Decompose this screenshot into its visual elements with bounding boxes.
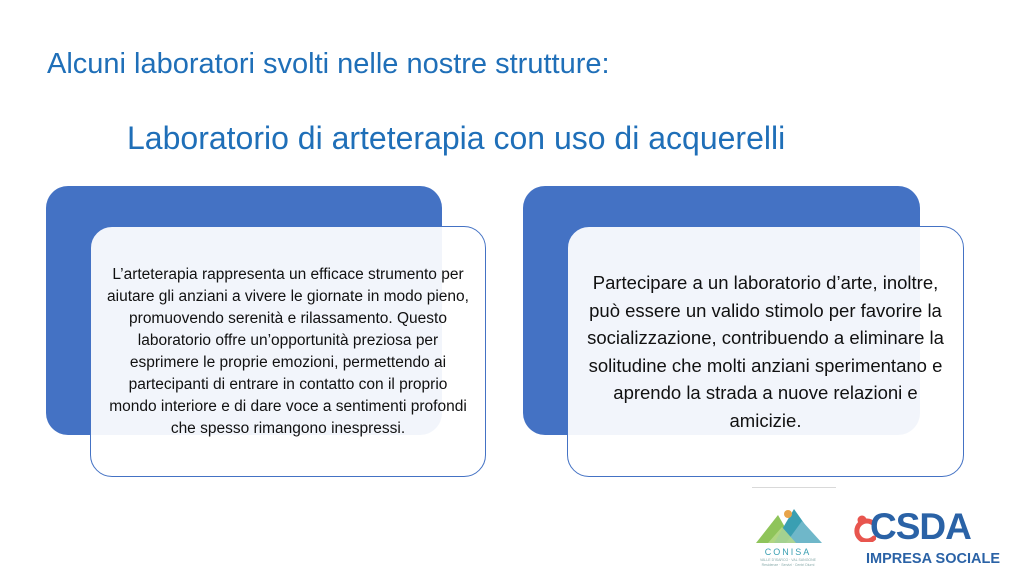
slide-subtitle: Laboratorio di arteterapia con uso di acquerelli [127,120,786,156]
card-1-textbox [90,226,486,477]
csda-tagline: IMPRESA SOCIALE [866,551,1001,567]
conisa-mountains-icon [748,503,828,547]
conisa-name: CONISA [764,547,812,557]
conisa-subline: Residenze · Servizi · Centri Diurni [761,563,815,567]
conisa-sub [748,558,828,568]
card-2-text: Partecipare a un laboratorio d’arte, inoltre, può essere un valido stimolo per favorire la socializzazione, contribuendo a eliminare la solitudine che molti anziani sperimentano e aprendo la strada a nuove relazioni e amicizie. [587,272,944,431]
card-1-text: L’arteterapia rappresenta un efficace strumento per aiutare gli anziani a vivere le giornate in modo pieno, promuovendo serenità e rilassamento. Questo laboratorio offre un’opportunità preziosa per esprimere le proprie emozioni, permettendo ai partecipanti di entrare in contatto con il proprio mondo interiore e di dare voce a sentimenti profondi che spesso rimangono inespressi. [107,265,469,437]
conisa-logo [748,503,828,569]
slide-title: Alcuni laboratori svolti nelle nostre strutture: [47,48,610,80]
conisa-tagline: VALLE D'ISARCO · VAL SANGONE [759,558,817,562]
divider-line [752,487,836,488]
card-2-textbox [567,226,964,477]
csda-wordmark: CSDA [870,506,971,547]
subtitle-container [127,118,827,188]
csda-logo [854,506,1014,576]
